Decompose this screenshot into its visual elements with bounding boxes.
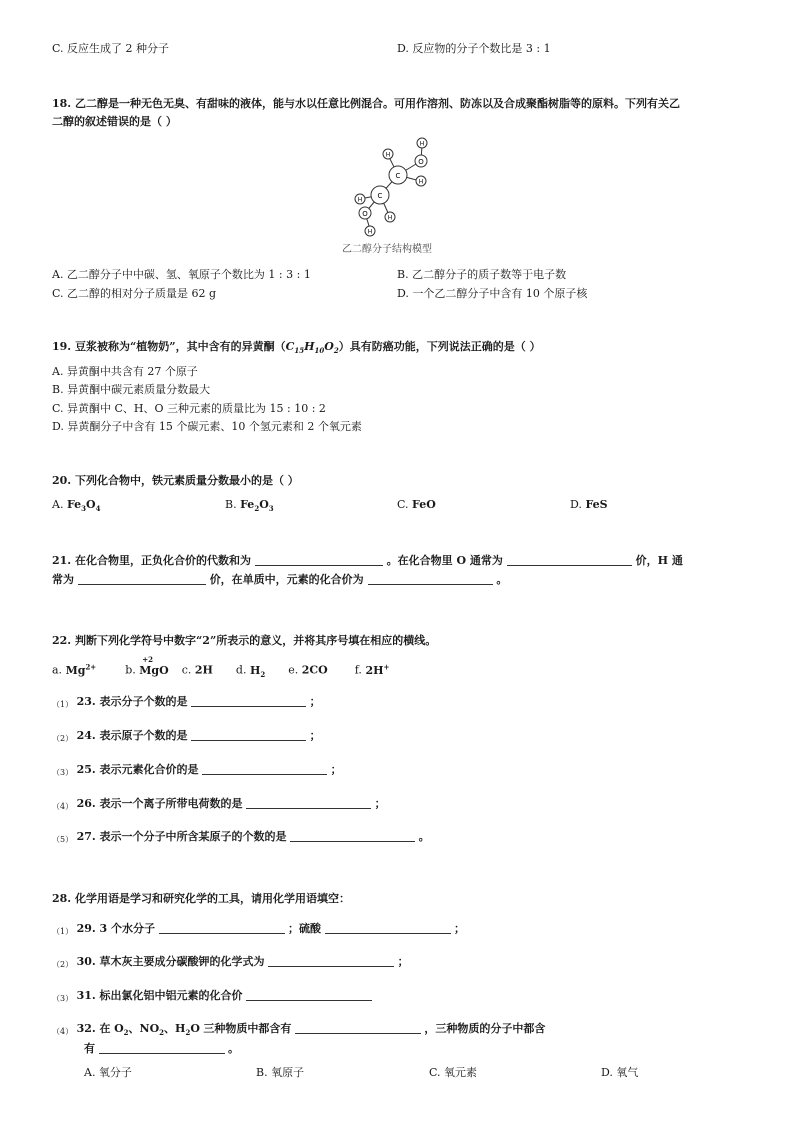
answer-blank[interactable] [99,1042,225,1054]
q18-stem-line1: 18. 乙二醇是一种无色无臭、有甜味的液体，能与水以任意比例混合。可用作溶剂、防冻以及合成聚酯树脂等的原料。下列有关乙 [52,97,680,110]
q22-stem: 22. 判断下列化学符号中数字“2”所表示的意义，并将其序号填在相应的横线。 [52,634,437,647]
q22-symbols: a. $Mg^{2+}$ b. +2 MgO c. 2H d. $H_2$ e. 2CO f. 2H+ [52,654,390,679]
answer-blank[interactable] [268,955,394,967]
svg-text:H: H [387,214,393,222]
q22-sub5: （5） 27. 表示一个分子中所含某原子的个数的是 。 [52,830,430,844]
figure-caption: 乙二醇分子结构模型 [342,244,432,255]
q20-option-a: A. $Fe_3O_4$ [52,498,101,514]
q18-option-d: D. 一个乙二醇分子中含有 10 个原子核 [397,287,588,300]
q21-line2: 常为 价，在单质中，元素的化合价为 。 [52,573,508,586]
q19-option-d: D. 异黄酮分子中含有 15 个碳元素、10 个氢元素和 2 个氧元素 [52,420,362,433]
answer-blank[interactable] [78,573,206,585]
q19-option-c: C. 异黄酮中 C、H、O 三种元素的质量比为 15 : 10 : 2 [52,402,326,415]
answer-blank[interactable] [246,989,372,1001]
svg-text:O: O [418,158,424,166]
q20-option-d: D. FeS [570,498,608,511]
q28-sub3: （3） 31. 标出氯化铝中铝元素的化合价 [52,987,372,1003]
answer-blank[interactable] [159,922,285,934]
q19-option-b: B. 异黄酮中碳元素质量分数最大 [52,383,211,396]
answer-blank[interactable] [255,554,383,566]
q28-sub4-cont: 有 。 [84,1042,239,1055]
q28-sub1: （1） 29. 3 个水分子 ；硫酸 ； [52,922,466,936]
answer-blank[interactable] [290,830,415,842]
answer-blank[interactable] [191,695,306,707]
q17-option-c: C. 反应生成了 2 种分子 [52,42,170,55]
svg-text:O: O [362,210,368,218]
q28-option-c: C. 氧元素 [429,1066,478,1079]
q18-option-a: A. 乙二醇分子中中碳、氢、氧原子个数比为 1 : 3 : 1 [52,268,311,281]
svg-text:C: C [377,192,383,200]
answer-blank[interactable] [202,763,327,775]
q20-stem: 20. 下列化合物中，铁元素质量分数最小的是（ ） [52,474,299,487]
q20-option-c: C. FeO [397,498,436,511]
q22-sub1: （1） 23. 表示分子个数的是 ； [52,695,321,709]
q19-option-a: A. 异黄酮中共含有 27 个原子 [52,365,198,378]
q28-stem: 28. 化学用语是学习和研究化学的工具，请用化学用语填空： [52,892,350,905]
answer-blank[interactable] [325,922,451,934]
q22-sub2: （2） 24. 表示原子个数的是 ； [52,729,321,743]
q20-option-b: B. $Fe_2O_3$ [225,498,274,514]
answer-blank[interactable] [368,573,493,585]
answer-blank[interactable] [295,1022,421,1034]
atom-label: C [395,172,401,180]
isoflavone-formula: $C_{15}H_{10}O_2$ [285,340,339,356]
answer-blank[interactable] [191,729,306,741]
q22-sub4: （4） 26. 表示一个离子所带电荷数的是 ； [52,797,386,811]
ethylene-glycol-model [340,135,460,255]
q22-sub3: （3） 25. 表示元素化合价的是 ； [52,763,342,777]
svg-text:H: H [385,151,391,159]
q28-option-a: A. 氧分子 [84,1066,132,1079]
q28-sub4: （4） 32. 在 $O_2$、$NO_2$、$H_2O$ 三种物质中都含有 ，三种物质的分子中都含 [52,1022,546,1038]
q17-option-d: D. 反应物的分子个数比是 3 : 1 [397,42,551,55]
q28-sub2: （2） 30. 草木灰主要成分碳酸钾的化学式为 ； [52,955,409,969]
q18-option-c: C. 乙二醇的相对分子质量是 62 g [52,287,217,300]
q28-option-d: D. 氧气 [601,1066,639,1079]
q18-stem-line2: 二醇的叙述错误的是（ ） [52,115,177,128]
svg-text:H: H [357,196,363,204]
answer-blank[interactable] [507,554,632,566]
q28-option-b: B. 氧原子 [256,1066,305,1079]
q19-stem: 19. 豆浆被称为“植物奶”，其中含有的异黄酮$(C_{15}H_{10}O_2)$具有防癌功能，下列说法正确的是（ ） [52,340,541,356]
answer-blank[interactable] [246,797,371,809]
q18-option-b: B. 乙二醇分子的质子数等于电子数 [397,268,567,281]
svg-text:H: H [419,140,425,148]
q21-line1: 21. 在化合物里，正负化合价的代数和为 。在化合物里 O 通常为 价，H 通 [52,554,683,567]
svg-text:H: H [367,228,373,236]
svg-text:H: H [418,178,424,186]
